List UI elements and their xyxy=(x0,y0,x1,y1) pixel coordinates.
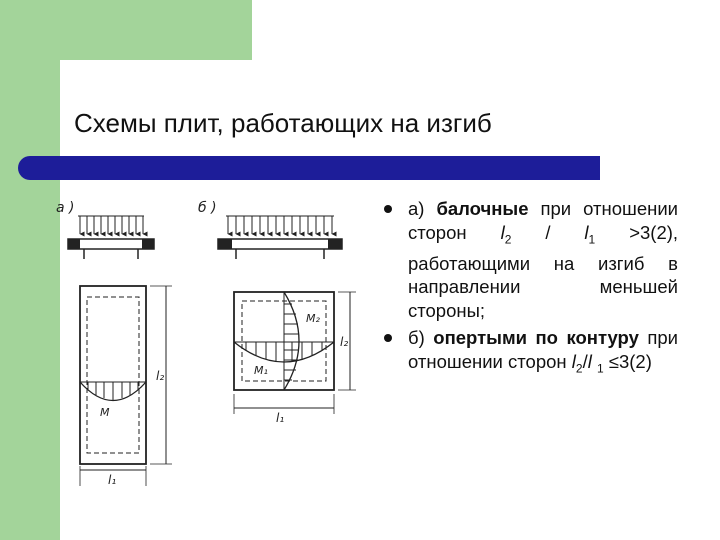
slab-diagrams xyxy=(56,194,366,494)
bullet-b-slash: / xyxy=(582,350,588,372)
load-arrows-a xyxy=(78,216,144,234)
moment-diagram-m2 xyxy=(284,292,299,390)
slab-plan-a xyxy=(80,286,146,464)
moment-label-a: M xyxy=(100,406,110,419)
dim-label-l1-b: l₁ xyxy=(276,411,285,425)
green-decor-top xyxy=(0,0,252,60)
bullet-a-sub2: 2 xyxy=(504,232,512,247)
slide-corner xyxy=(60,60,100,100)
bullet-b-text1: при отношении сторон xyxy=(408,327,679,372)
bullet-a-l2: l xyxy=(500,221,505,243)
bullet-a-text1: при отношении сторон xyxy=(408,198,678,243)
dim-label-l2-a: l₂ xyxy=(156,369,165,383)
bullet-b-text2: 3(2) xyxy=(618,350,652,372)
bullet-b-l2: l xyxy=(571,350,576,372)
title-underline-bar xyxy=(18,156,600,180)
dim-label-l2-b: l₂ xyxy=(340,335,349,349)
slab-plan-a-inner xyxy=(87,297,139,453)
bullet-a-prefix: а) xyxy=(408,198,425,219)
bullet-a-text2: >3(2), работающими на изгиб в направлении меньшей стороны; xyxy=(408,221,679,321)
bullet-b-bold: опертыми по контуру xyxy=(433,327,639,349)
load-arrows-b xyxy=(226,216,334,234)
bullet-item-beam-slabs xyxy=(384,197,678,322)
bullet-a-slash: / xyxy=(545,221,551,243)
slab-section-b xyxy=(218,239,342,249)
label-b: б ) xyxy=(198,200,217,216)
support-right-b xyxy=(328,239,342,249)
bullet-a-l1: l xyxy=(584,221,589,243)
bullet-a-bold: балочные xyxy=(436,198,529,219)
moment-label-m1: M₁ xyxy=(254,364,268,377)
moment-label-m2: M₂ xyxy=(306,312,320,325)
green-decor-left xyxy=(0,60,60,540)
bullet-list xyxy=(384,197,678,385)
bullet-dot-icon xyxy=(384,205,392,213)
slab-section-a xyxy=(68,239,154,249)
bullet-b-cmp: ≤ xyxy=(608,350,619,372)
support-left-a xyxy=(68,239,80,249)
bullet-b-l1: l xyxy=(587,350,592,372)
bullet-b-sub1: 1 xyxy=(596,361,604,376)
bullet-b-prefix: б) xyxy=(408,327,425,349)
slab-diagrams-svg xyxy=(56,194,366,494)
support-left-b xyxy=(218,239,232,249)
slide-title: Схемы плит, работающих на изгиб xyxy=(74,108,492,138)
dim-label-l1-a: l₁ xyxy=(108,473,117,487)
bullet-a-sub1: 1 xyxy=(588,232,596,247)
support-right-a xyxy=(142,239,154,249)
bullet-item-contour-slabs xyxy=(384,326,678,381)
label-a: а ) xyxy=(56,200,75,216)
bullet-b-sub2: 2 xyxy=(575,361,583,376)
bullet-dot-icon xyxy=(384,334,392,342)
